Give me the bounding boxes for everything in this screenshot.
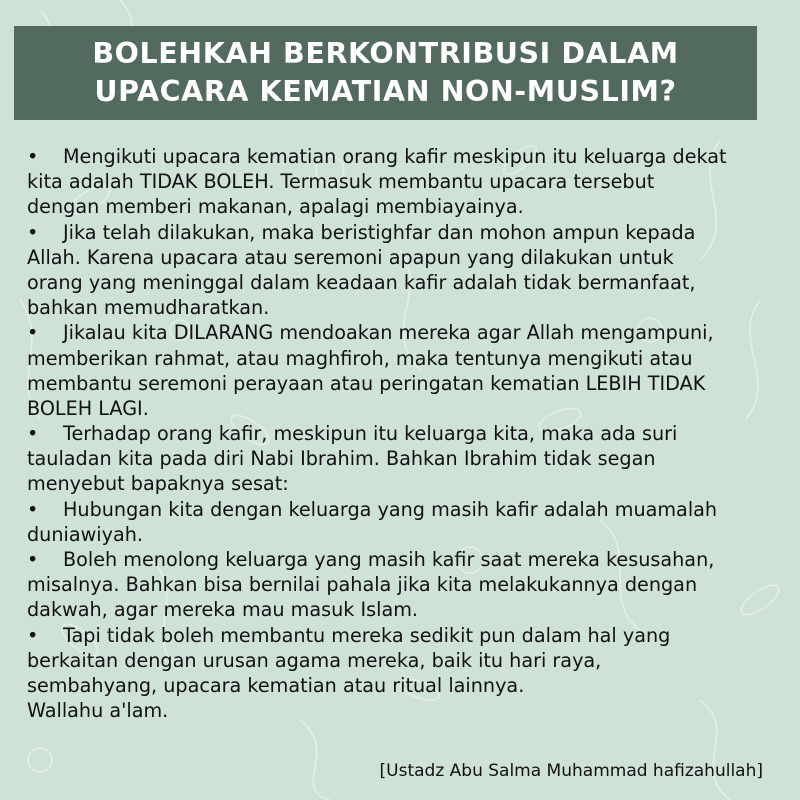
bullet: •	[27, 321, 39, 345]
point-line: kita adalah TIDAK BOLEH. Termasuk membantu upacara tersebut	[27, 170, 655, 194]
point-line: • Jika telah dilakukan, maka beristighfar dan mohon ampun kepada	[27, 220, 696, 244]
point-line: berkaitan dengan urusan agama mereka, baik itu hari raya,	[27, 648, 602, 672]
title-line-1: BOLEHKAH BERKONTRIBUSI DALAM	[92, 37, 679, 70]
point-line: duniawiyah.	[27, 522, 143, 546]
point-line: BOLEH LAGI.	[27, 396, 149, 420]
point-line: orang yang meninggal dalam keadaan kafir adalah tidak bermanfaat,	[27, 270, 696, 294]
point-line: • Jikalau kita DILARANG mendoakan mereka agar Allah mengampuni,	[27, 321, 714, 345]
point-line: bahkan memudharatkan.	[27, 296, 270, 320]
point-line: dengan memberi makanan, apalagi membiayainya.	[27, 195, 524, 219]
point-line: • Boleh menolong keluarga yang masih kafir saat mereka kesusahan,	[27, 548, 715, 571]
bullet: •	[27, 548, 39, 571]
point-line: sembahyang, upacara kematian atau ritual lainnya.	[27, 673, 525, 697]
point-line: • Terhadap orang kafir, meskipun itu keluarga kita, maka ada suri	[27, 422, 678, 446]
bullet: •	[27, 145, 39, 168]
point-line: misalnya. Bahkan bisa bernilai pahala jika kita melakukannya dengan	[27, 573, 698, 597]
point-line: memberikan rahmat, atau maghfiroh, maka tentunya mengikuti atau	[27, 346, 693, 370]
bullet: •	[27, 497, 39, 521]
closing-text: Wallahu a'lam.	[27, 699, 169, 723]
point-line: menyebut bapaknya sesat:	[27, 472, 289, 496]
article-body	[27, 144, 787, 723]
bullet: •	[27, 220, 39, 244]
bullet: •	[27, 422, 39, 446]
point-line: membantu seremoni perayaan atau peringatan kematian LEBIH TIDAK	[27, 371, 706, 395]
point-line: tauladan kita pada diri Nabi Ibrahim. Bahkan Ibrahim tidak segan	[27, 447, 656, 471]
point-line: • Hubungan kita dengan keluarga yang masih kafir adalah muamalah	[27, 497, 718, 521]
point-line: dakwah, agar mereka mau masuk Islam.	[27, 598, 419, 622]
title-banner	[14, 26, 757, 120]
point-line: Allah. Karena upacara atau seremoni apapun yang dilakukan untuk	[27, 245, 674, 269]
point-line: • Mengikuti upacara kematian orang kafir meskipun itu keluarga dekat	[27, 145, 727, 168]
bullet: •	[27, 623, 39, 647]
title-line-2: UPACARA KEMATIAN NON-MUSLIM?	[94, 75, 677, 108]
source-attribution: [Ustadz Abu Salma Muhammad hafizahullah]	[379, 761, 763, 781]
point-line: • Tapi tidak boleh membantu mereka sedikit pun dalam hal yang	[27, 623, 671, 647]
